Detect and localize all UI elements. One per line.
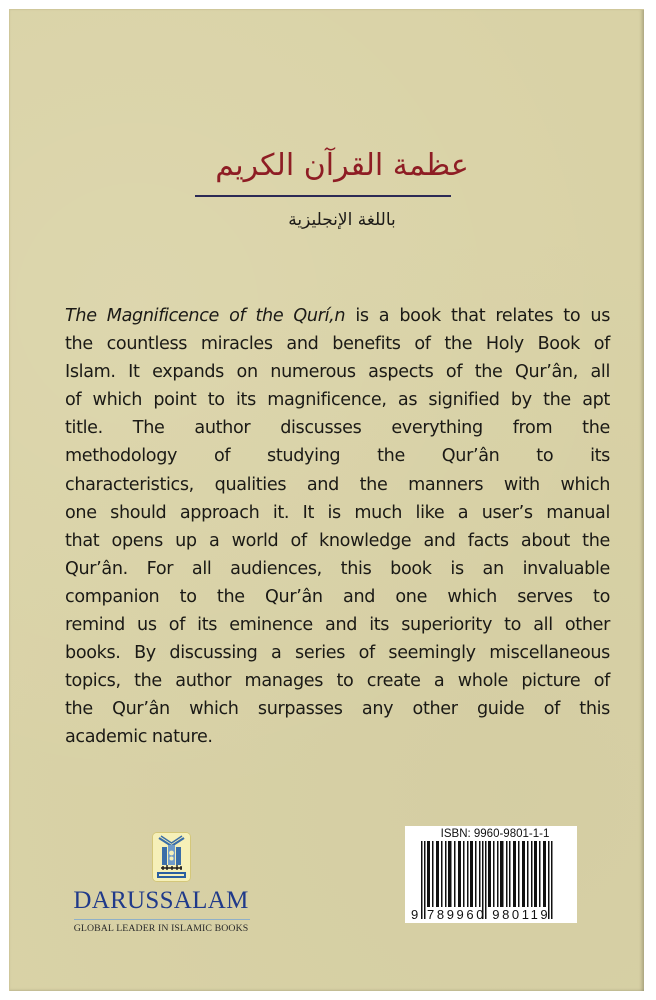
blurb-line: Qur’ân. For all audiences, this book is an invaluable — [65, 558, 610, 579]
blurb-line: the countless miracles and benefits of the Holy Book of — [65, 334, 610, 355]
barcode-digits: 9 789960 980119 — [411, 907, 551, 922]
blurb-line: characteristics, qualities and the manners with which — [65, 474, 610, 495]
blurb-line: academic nature. — [65, 727, 213, 748]
arabic-subtitle: باللغة الإنجليزية — [288, 210, 396, 230]
arabic-title: عظمة القرآن الكريم — [215, 148, 469, 183]
blurb-line: companion to the Qur’ân and one which serves to — [65, 586, 610, 607]
publisher-logo — [66, 829, 256, 939]
book-title-italic: The Magnificence of the Qurí,n — [65, 306, 346, 326]
blurb-line: of which point to its magnificence, as signified by the apt — [65, 390, 610, 411]
blurb-line: that opens up a world of knowledge and facts about the — [65, 530, 610, 551]
blurb-line: Islam. It expands on numerous aspects of the Qur’ân, all — [65, 362, 610, 383]
blurb-line: title. The author discusses everything from the — [65, 418, 610, 439]
isbn-label: ISBN: 9960-9801-1-1 — [440, 828, 550, 840]
blurb-line: one should approach it. It is much like a user’s manual — [65, 502, 610, 523]
blurb-paragraph — [65, 302, 610, 752]
blurb-line: books. By discussing a series of seemingly miscellaneous — [65, 643, 610, 664]
blurb-line: methodology of studying the Qur’ân to its — [65, 446, 610, 467]
blurb-line: topics, the author manages to create a whole picture of — [65, 671, 610, 692]
publisher-tagline: GLOBAL LEADER IN ISLAMIC BOOKS — [73, 923, 249, 934]
isbn-barcode — [405, 826, 577, 923]
blurb-line: the Qur’ân which surpasses any other guide of this — [65, 699, 610, 720]
darussalam-book-logo-icon — [153, 833, 190, 881]
title-divider — [195, 195, 451, 197]
blurb-line: remind us of its eminence and its superiority to all other — [65, 615, 610, 636]
book-back-cover — [9, 9, 644, 991]
publisher-name: DARUSSALAM — [73, 887, 249, 914]
blurb-line: The Magnificence of the Qurí,n is a book that relates to us — [65, 306, 611, 326]
publisher-divider — [74, 919, 250, 920]
